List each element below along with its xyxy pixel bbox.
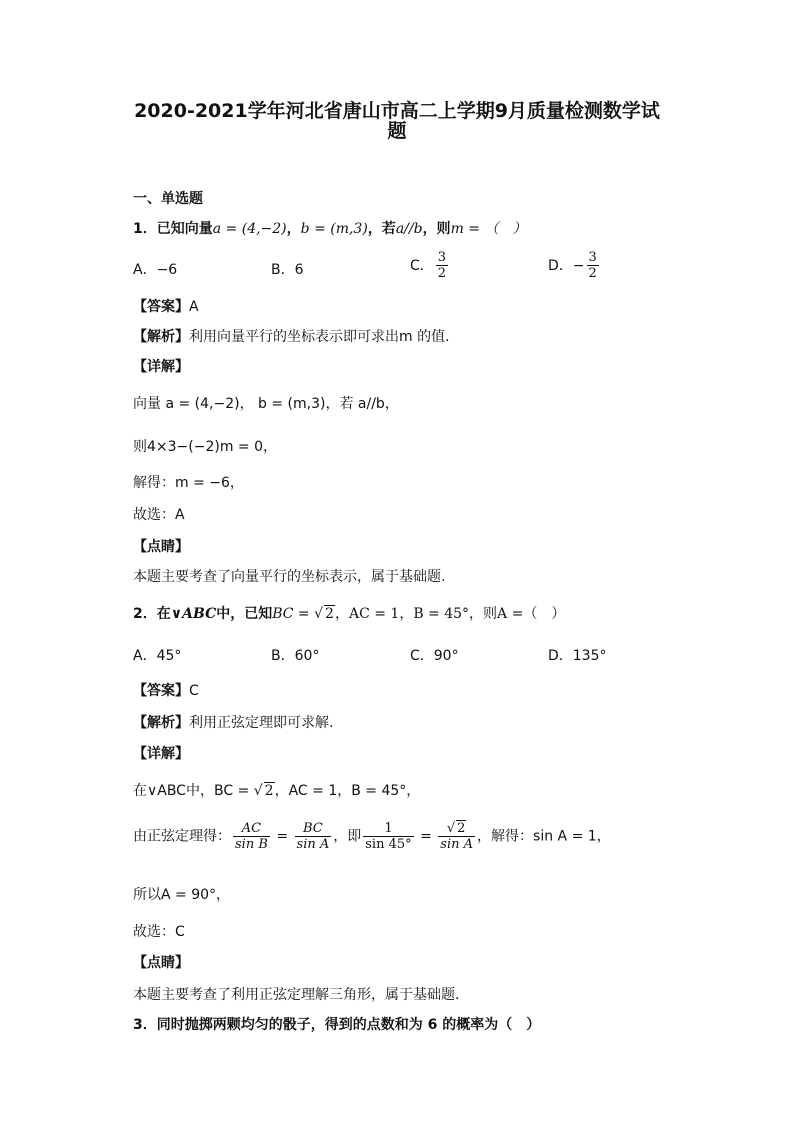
q2-option-a: A．45°: [133, 648, 182, 664]
section-heading: 一、单选题: [133, 191, 203, 207]
q2-detail-1: 在∨ABC中，BC = √ 2，AC = 1，B = 45°，: [133, 783, 421, 799]
q1-answer: 【答案】A: [133, 299, 199, 315]
q1-option-b: B．6: [271, 262, 304, 278]
q2-option-d: D．135°: [548, 648, 607, 664]
q2-note-label: 【点睛】: [133, 955, 189, 971]
q2-stem: 2．在∨ABC中，已知BC = √ 2，AC = 1，B = 45°，则A =（ ）: [133, 606, 566, 622]
q1-note: 本题主要考查了向量平行的坐标表示，属于基础题.: [133, 569, 446, 585]
q1-option-d: D．− $\frac{3}{2}$: [548, 250, 597, 281]
doc-title-line1: 2020-2021学年河北省唐山市高二上学期9月质量检测数学试: [134, 100, 660, 122]
q2-answer: 【答案】C: [133, 683, 199, 699]
q1-stem: 1．已知向量a = (4,−2)，b = (m,3)，若a//b，则m = （ ）: [133, 221, 527, 237]
q2-detail-4: 故选：C: [133, 924, 185, 940]
q1-option-a: A．−6: [133, 262, 178, 278]
q1-analysis: 【解析】利用向量平行的坐标表示即可求出m 的值.: [133, 329, 450, 345]
q2-option-b: B．60°: [271, 648, 320, 664]
q2-note: 本题主要考查了利用正弦定理解三角形，属于基础题.: [133, 987, 460, 1003]
q1-detail-2: 则4×3−(−2)m = 0，: [133, 439, 278, 455]
q1-option-c: C． $\frac{3}{2}$: [410, 250, 447, 281]
q1-note-label: 【点睛】: [133, 539, 189, 555]
q3-stem: 3．同时抛掷两颗均匀的骰子，得到的点数和为 6 的概率为（ ）: [133, 1017, 541, 1033]
q1-detail-1: 向量 a = (4,−2)， b = (m,3)，若 a//b，: [133, 396, 399, 412]
doc-title-line2: 题: [387, 120, 407, 142]
q2-analysis: 【解析】利用正弦定理即可求解.: [133, 715, 334, 731]
q2-detail-3: 所以A = 90°，: [133, 887, 231, 903]
q2-sine-law-line: 由正弦定理得： $\frac{AC}{\text{sin B}}$ = $\frac{BC}{\text{sin A}}$ ，即 $\frac{1}{\sin 45^\circ}$ = $\frac{√ 2}{\text{sin A}}$ ，解得：sin A = 1，: [133, 820, 611, 852]
q1-detail-4: 故选：A: [133, 507, 185, 523]
q2-detail-label: 【详解】: [133, 746, 189, 762]
q1-detail-label: 【详解】: [133, 359, 189, 375]
q1-detail-3: 解得：m = −6，: [133, 475, 244, 491]
q2-option-c: C．90°: [410, 648, 459, 664]
